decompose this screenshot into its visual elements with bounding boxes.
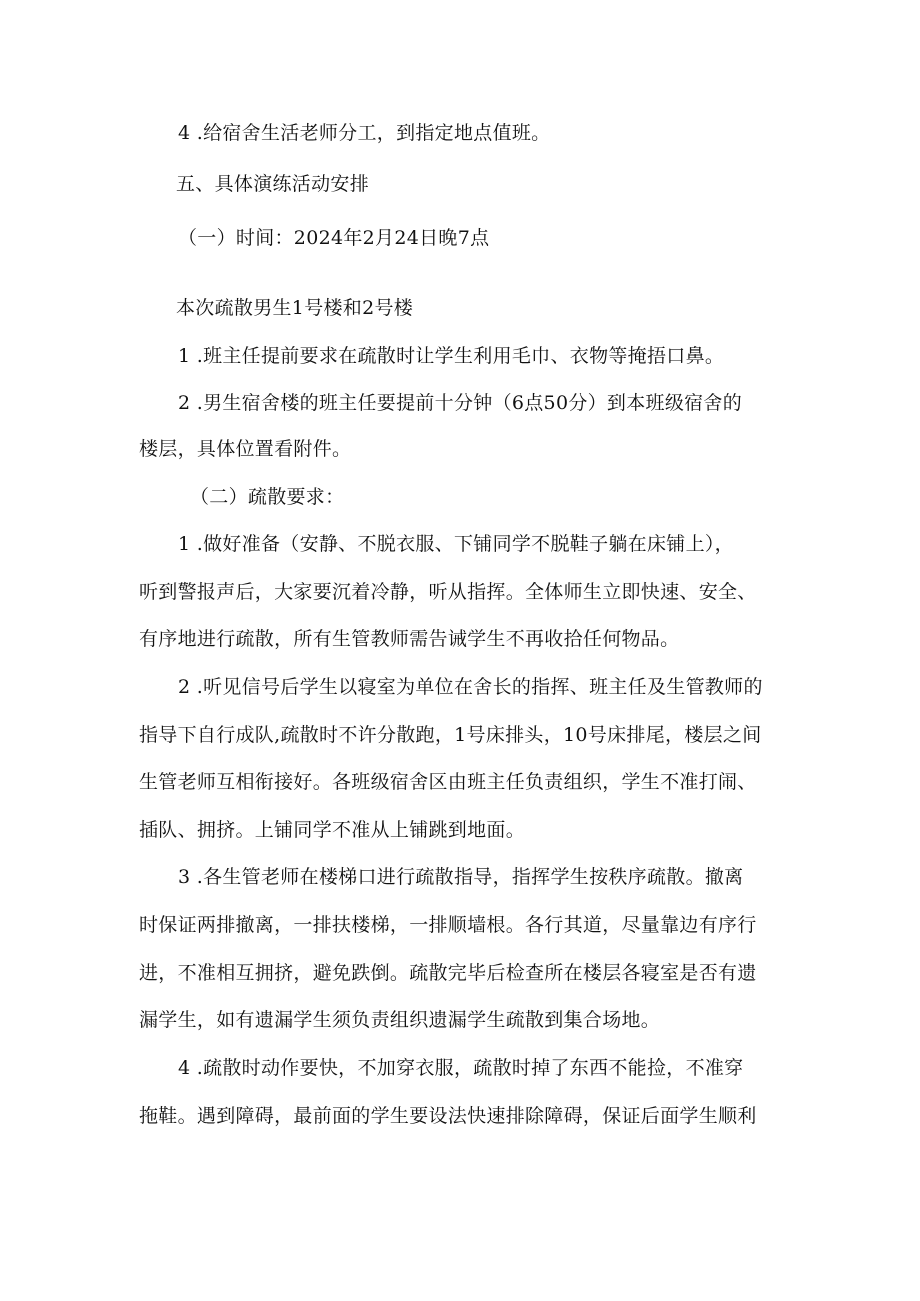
- subsection-time: （一）时间：2024年2月24日晚7点: [178, 227, 490, 249]
- requirement-2-line-1: 2 .听见信号后学生以寝室为单位在舍长的指挥、班主任及生管教师的: [178, 676, 763, 698]
- list-item-4-duty-assignment: 4 .给宿舍生活老师分工，到指定地点值班。: [178, 122, 551, 144]
- requirement-3-line-1: 3 .各生管老师在楼梯口进行疏散指导，指挥学生按秩序疏散。撤离: [178, 866, 744, 888]
- requirement-3-line-4: 漏学生，如有遗漏学生须负责组织遗漏学生疏散到集合场地。: [139, 1009, 661, 1031]
- requirement-1-line-3: 有序地进行疏散，所有生管教师需告诫学生不再收拾任何物品。: [139, 628, 680, 650]
- list-item-1-mask-nose: 1 .班主任提前要求在疏散时让学生利用毛巾、衣物等掩捂口鼻。: [178, 345, 725, 367]
- list-item-2-teacher-early-arrival: 2 .男生宿舍楼的班主任要提前十分钟（6点50分）到本班级宿舍的: [178, 392, 743, 414]
- section-heading-five: 五、具体演练活动安排: [176, 173, 370, 195]
- requirement-2-line-3: 生管老师互相衔接好。各班级宿舍区由班主任负责组织，学生不准打闹、: [139, 771, 757, 793]
- requirement-3-line-2: 时保证两排撤离，一排扶楼梯，一排顺墙根。各行其道，尽量靠边有序行: [139, 914, 757, 936]
- requirement-4-line-2: 拖鞋。遇到障碍，最前面的学生要设法快速排除障碍，保证后面学生顺利: [139, 1105, 757, 1127]
- requirement-4-line-1: 4 .疏散时动作要快，不加穿衣服，疏散时掉了东西不能捡，不准穿: [178, 1057, 744, 1079]
- requirement-2-line-2: 指导下自行成队,疏散时不许分散跑，1号床排头，10号床排尾，楼层之间: [139, 724, 762, 746]
- requirement-1-line-2: 听到警报声后，大家要沉着冷静，听从指挥。全体师生立即快速、安全、: [139, 581, 757, 603]
- requirement-3-line-3: 进，不准相互拥挤，避免跌倒。疏散完毕后检查所在楼层各寝室是否有遗: [139, 962, 757, 984]
- paragraph-evacuation-buildings: 本次疏散男生1号楼和2号楼: [176, 297, 414, 319]
- requirement-2-line-4: 插队、拥挤。上铺同学不准从上铺跳到地面。: [139, 819, 526, 841]
- subsection-evacuation-requirements: （二）疏散要求：: [190, 486, 345, 508]
- list-item-2-continuation: 楼层，具体位置看附件。: [139, 438, 352, 460]
- requirement-1-line-1: 1 .做好准备（安静、不脱衣服、下铺同学不脱鞋子躺在床铺上），: [178, 533, 734, 555]
